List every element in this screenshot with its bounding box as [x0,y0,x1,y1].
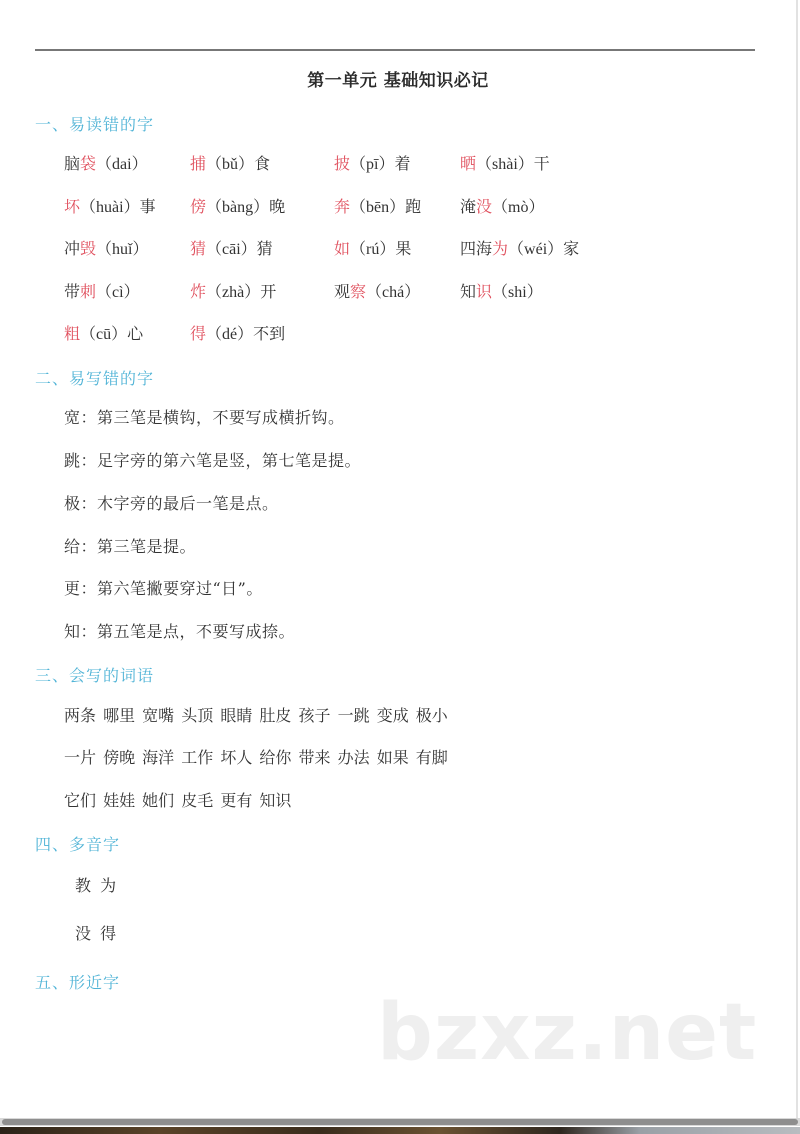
misread-pinyin: （bēn） [350,199,406,216]
misread-item [334,280,420,305]
miswritten-line: 更：第六笔撇要穿过“日”。 [64,579,263,598]
misread-item [334,195,421,220]
misread-suffix: 猜 [256,239,273,258]
misread-pinyin: （wéi） [508,241,564,258]
watermark: bzxz.net [377,988,758,1078]
misread-highlight-char: 为 [492,239,509,258]
misread-pinyin: （huài） [80,199,140,216]
misread-suffix: 果 [395,239,412,258]
misread-highlight-char: 猜 [190,239,207,258]
misread-pinyin: （dai） [96,156,148,173]
misread-prefix: 观 [334,282,351,301]
misread-item [64,152,148,177]
vocabulary-line: 两条 哪里 宽嘴 头顶 眼睛 肚皮 孩子 一跳 变成 极小 [64,706,448,725]
misread-prefix: 带 [64,282,81,301]
section-heading-miswritten: 二、易写错的字 [35,369,155,388]
misread-prefix: 脑 [64,154,81,173]
misread-highlight-char: 粗 [64,324,81,343]
misread-row [0,195,796,219]
section-heading-misread: 一、易读错的字 [35,115,155,134]
misread-highlight-char: 如 [334,239,351,258]
misread-prefix: 冲 [64,239,81,258]
misread-item [64,195,156,220]
misread-suffix: 干 [533,154,550,173]
misread-highlight-char: 毁 [80,239,97,258]
misread-suffix: 不到 [253,324,286,343]
misread-item [190,152,270,177]
section-heading-polyphonic: 四、多音字 [35,835,121,854]
misread-row [0,237,796,261]
misread-highlight-char: 奔 [334,197,351,216]
misread-pinyin: （shài） [476,156,534,173]
misread-item [190,195,285,220]
miswritten-line: 极：木字旁的最后一笔是点。 [64,494,279,513]
misread-pinyin: （shi） [492,284,543,301]
misread-item [190,237,273,262]
misread-suffix: 心 [127,324,144,343]
misread-highlight-char: 傍 [190,197,207,216]
misread-row [0,152,796,176]
misread-suffix: 食 [254,154,271,173]
misread-highlight-char: 识 [476,282,493,301]
miswritten-line: 跳：足字旁的第六笔是竖，第七笔是提。 [64,451,362,470]
misread-row [0,322,796,346]
misread-pinyin: （cì） [96,284,140,301]
misread-suffix: 家 [563,239,580,258]
misread-prefix: 四海 [460,239,493,258]
miswritten-line: 宽：第三笔是横钩，不要写成横折钩。 [64,408,345,427]
page-title: 第一单元 基础知识必记 [307,71,489,91]
misread-highlight-char: 晒 [460,154,477,173]
horizontal-scrollbar[interactable] [0,1118,800,1126]
misread-pinyin: （pī） [350,156,395,173]
misread-suffix: 开 [260,282,277,301]
header-rule [35,49,755,51]
misread-item [460,280,543,305]
background-strip [0,1127,800,1134]
section-heading-similar-chars: 五、形近字 [35,973,121,992]
polyphonic-line: 没 得 [75,924,119,943]
misread-highlight-char: 披 [334,154,351,173]
misread-prefix: 知 [460,282,477,301]
vocabulary-line: 一片 傍晚 海洋 工作 坏人 给你 带来 办法 如果 有脚 [64,748,448,767]
misread-highlight-char: 炸 [190,282,207,301]
misread-highlight-char: 坏 [64,197,81,216]
misread-item [190,322,285,347]
misread-item [64,237,148,262]
misread-prefix: 淹 [460,197,477,216]
misread-highlight-char: 得 [190,324,207,343]
polyphonic-line: 教 为 [75,876,119,895]
misread-pinyin: （zhà） [206,284,261,301]
misread-pinyin: （mò） [492,199,545,216]
misread-suffix: 晚 [269,197,286,216]
misread-pinyin: （chá） [366,284,421,301]
misread-pinyin: （rú） [350,241,396,258]
misread-item [64,280,140,305]
misread-row [0,280,796,304]
misread-item [460,195,544,220]
misread-pinyin: （cāi） [206,241,257,258]
misread-item [460,152,550,177]
misread-highlight-char: 刺 [80,282,97,301]
misread-highlight-char: 捕 [190,154,207,173]
misread-item [190,280,276,305]
misread-item [334,152,410,177]
section-heading-vocabulary: 三、会写的词语 [35,666,155,685]
misread-pinyin: （bàng） [206,199,270,216]
misread-pinyin: （dé） [206,326,254,343]
misread-item [460,237,579,262]
misread-suffix: 事 [139,197,156,216]
scrollbar-thumb[interactable] [2,1119,798,1125]
misread-highlight-char: 察 [350,282,367,301]
misread-item [334,237,411,262]
misread-item [64,322,143,347]
misread-suffix: 跑 [405,197,422,216]
vocabulary-line: 它们 娃娃 她们 皮毛 更有 知识 [64,791,292,810]
misread-highlight-char: 袋 [80,154,97,173]
misread-suffix: 着 [394,154,411,173]
misread-pinyin: （bǔ） [206,156,255,173]
miswritten-line: 知：第五笔是点，不要写成捺。 [64,622,296,641]
misread-pinyin: （huǐ） [96,241,149,258]
misread-pinyin: （cū） [80,326,128,343]
miswritten-line: 给：第三笔是提。 [64,537,197,556]
misread-highlight-char: 没 [476,197,493,216]
